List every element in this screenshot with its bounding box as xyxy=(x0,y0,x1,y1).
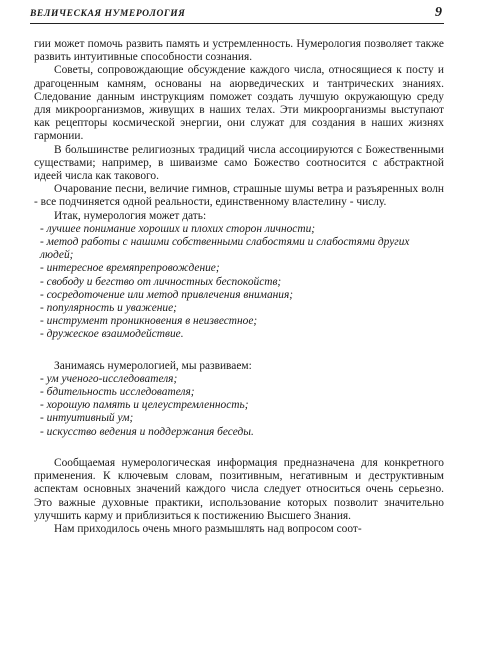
page-body xyxy=(34,38,444,536)
paragraph-advice: Советы, сопровождающие обсуждение каждого числа, относящиеся к посту и драгоценным камням, основаны на аюрведических и тантрических знаниях. Следование данным инструкциям поможет создать лучшую окружающую среду для микроорганизмов, живущих в наших телах. Эти микроорганизмы выступают как рецепторы космической энергии, они служат для создания в наших жизнях гармонии. xyxy=(34,64,444,143)
spacer xyxy=(34,342,444,360)
list-item: - ум ученого-исследователя; xyxy=(40,372,178,385)
list-item: - популярность и уважение; xyxy=(40,302,177,315)
paragraph-charm: Очарование песни, величие гимнов, страшные шумы ветра и разъяренных волн - все подчиняется одной реальности, единственному властелину - числу. xyxy=(34,183,444,209)
page-header xyxy=(30,5,444,24)
paragraph-information: Сообщаемая нумерологическая информация предназначена для конкретного применения. К ключевым словам, позитивным, негативным и деструктивным аспектам основных значений каждого числа следует относиться очень серьезно. Это важные духовные практики, использование которых позволит значительно улучшить карму и приблизиться к постижению Высшего Знания. xyxy=(34,456,444,522)
list-item: - инструмент проникновения в неизвестное; xyxy=(40,315,258,328)
list-item: - свободу и бегство от личностных беспокойств; xyxy=(40,275,282,288)
running-head: ВЕЛИЧЕСКАЯ НУМЕРОЛОГИЯ xyxy=(30,9,186,19)
list-item: - лучшее понимание хороших и плохих сторон личности; xyxy=(40,222,316,235)
list-item: - бдительность исследователя; xyxy=(40,386,195,399)
list-one-intro: Итак, нумерология может дать: xyxy=(54,209,207,222)
list-item: - метод работы с нашими собственными слабостями и слабостями других людей; xyxy=(40,236,410,262)
list-item: - сосредоточение или метод привлечения внимания; xyxy=(40,288,294,301)
benefits-list xyxy=(34,223,444,342)
paragraph-final: Нам приходилось очень много размышлять над вопросом соот- xyxy=(54,522,362,535)
list-two-intro: Занимаясь нумерологией, мы развиваем: xyxy=(54,359,252,372)
list-item: - искусство ведения и поддержания беседы. xyxy=(40,425,254,438)
list-item: - интуитивный ум; xyxy=(40,412,134,425)
list-item: - дружеское взаимодействие. xyxy=(40,328,184,341)
page-number: 9 xyxy=(435,5,442,20)
list-item: - хорошую память и целеустремленность; xyxy=(40,399,249,412)
paragraph-religious: В большинстве религиозных традиций числа ассоциируются с Божественными существами; например, в шиваизме само Божество соотносится с абстрактной идеей числа как такового. xyxy=(34,143,444,183)
spacer xyxy=(34,439,444,457)
paragraph-continuation: гии может помочь развить память и устремленность. Нумерология позволяет также развить интуитивные способности сознания. xyxy=(34,38,444,64)
develop-list xyxy=(34,373,444,439)
list-item: - интересное времяпрепровождение; xyxy=(40,262,220,275)
